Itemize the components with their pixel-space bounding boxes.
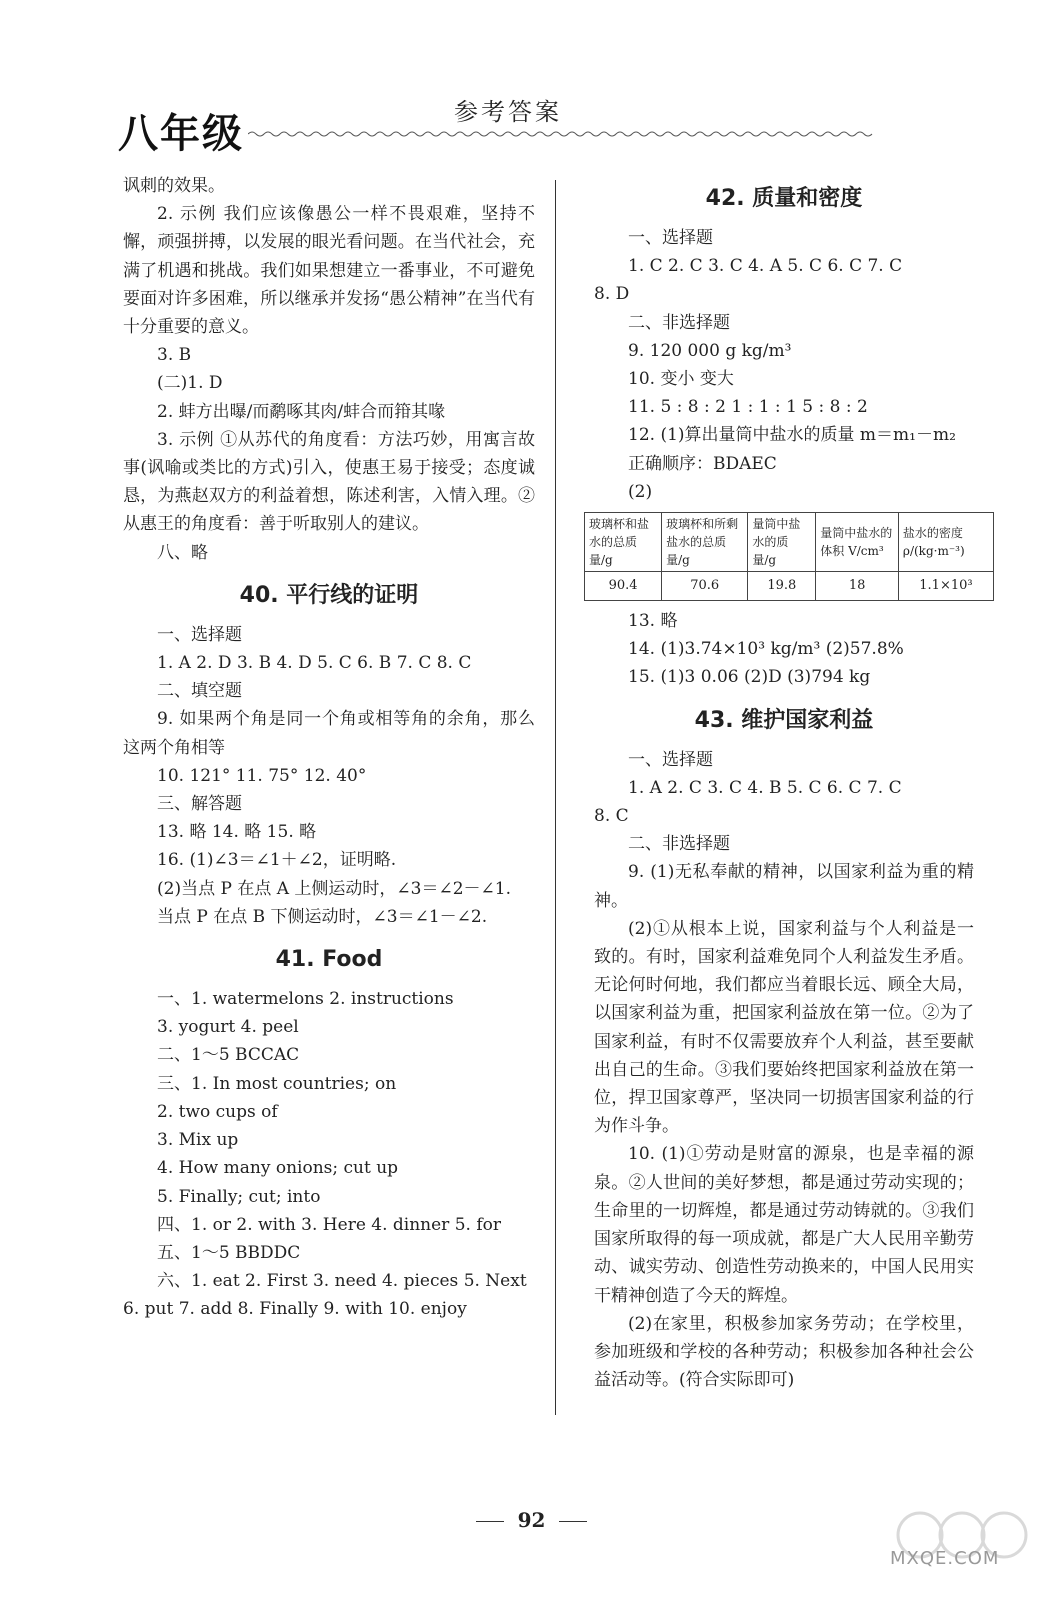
answer-line: 10. 121° 11. 75° 12. 40° (157, 765, 367, 786)
answer-line: 1. A 2. D 3. B 4. D 5. C 6. B 7. C 8. C (157, 653, 472, 674)
answer-line: 11. 5 : 8 : 2 1 : 1 : 1 5 : 8 : 2 (628, 397, 868, 418)
text-line: 讽刺的效果。 (123, 176, 225, 196)
answer-key-title: 参考答案 (448, 92, 568, 127)
right-column (589, 172, 974, 1394)
answer-line: 4. How many onions; cut up (157, 1158, 399, 1179)
answer-paragraph: (2)当点 P 在点 A 上侧运动时，∠3＝∠2－∠1. (157, 878, 511, 899)
answer-line: 2. two cups of (157, 1101, 278, 1122)
section-title-43: 43. 维护国家利益 (694, 707, 874, 733)
table-header-row (585, 513, 994, 572)
subsection-heading: 二、非选择题 (628, 834, 730, 855)
answer-line: 正确顺序：BDAEC (628, 453, 777, 474)
table-cell: 18 (816, 572, 899, 601)
answer-line: 一、1. watermelons 2. instructions (157, 989, 454, 1010)
answer-paragraph: 9. 如果两个角是同一个角或相等角的余角，那么这两个角相等 (123, 709, 535, 758)
density-table (584, 512, 994, 601)
table-row (585, 572, 994, 601)
footer-dash (476, 1521, 504, 1522)
answer-line: 3. yogurt 4. peel (157, 1017, 299, 1038)
grade-label: 八年级 (118, 111, 244, 157)
table-header-cell: 玻璃杯和所剩盐水的总质量/g (662, 513, 748, 572)
table-cell: 19.8 (748, 572, 816, 601)
answer-line: 八、略 (157, 542, 208, 563)
answer-line: 9. 120 000 g kg/m³ (628, 340, 792, 361)
answer-line: 13. 略 14. 略 15. 略 (157, 822, 317, 843)
table-cell: 1.1×10³ (898, 572, 993, 601)
answer-line: 12. (1)算出量筒中盐水的质量 m＝m₁－m₂ (628, 425, 956, 446)
page-number: 92 (517, 1508, 546, 1532)
answer-paragraph: (2)①从根本上说，国家利益与个人利益是一致的。有时，国家利益难免同个人利益发生矛盾。无论何时何地，我们都应当着眼长远、顾全大局，以国家利益为重，把国家利益放在第一位。②为了国家利益，有时不仅需要放弃个人利益，甚至要献出自己的生命。③我们要始终把国家利益放在第一位，捍卫国家尊严，坚决同一切损害国家利益的行为作斗争。 (594, 918, 974, 1137)
header-wave-line (248, 130, 878, 138)
answer-line: 二、1～5 BCCAC (157, 1045, 300, 1066)
answer-line: 14. (1)3.74×10³ kg/m³ (2)57.8% (628, 639, 904, 660)
section-title-41: 41. Food (275, 947, 383, 973)
table-cell: 70.6 (662, 572, 748, 601)
answer-line: (二)1. D (157, 373, 223, 394)
table-cell: 90.4 (585, 572, 662, 601)
subsection-heading: 三、解答题 (157, 794, 242, 815)
column-divider (555, 180, 556, 1415)
answer-paragraph: 9. (1)无私奉献的精神，以国家利益为重的精神。 (594, 862, 974, 911)
table-header-cell: 盐水的密度 ρ/(kg·m⁻³) (898, 513, 993, 572)
answer-paragraph: 10. (1)①劳动是财富的源泉，也是幸福的源泉。②人世间的美好梦想，都是通过劳动实现的；生命里的一切辉煌，都是通过劳动铸就的。③我们国家所取得的每一项成就，都是广大人民用辛勤劳动、诚实劳动、创造性劳动换来的，中国人民用实干精神创造了今天的辉煌。 (594, 1144, 974, 1306)
answer-paragraph: 2. 示例 我们应该像愚公一样不畏艰难，坚持不懈，顽强拼搏，以发展的眼光看问题。在当代社会，充满了机遇和挑战。我们如果想建立一番事业，不可避免要面对许多困难，所以继承并发扬“愚公精神”在当代有十分重要的意义。 (123, 204, 535, 338)
watermark-logo-icon (880, 1500, 1040, 1590)
answer-line: 10. 变小 变大 (628, 369, 734, 390)
footer-dash (559, 1521, 587, 1522)
subsection-heading: 一、选择题 (628, 228, 713, 248)
table-header-cell: 量筒中盐水的质量/g (748, 513, 816, 572)
watermark-text: MXQE.COM (890, 1548, 1000, 1569)
answer-line: 2. 蚌方出曝/而鹬啄其肉/蚌合而箝其喙 (157, 401, 446, 422)
answer-line: 四、1. or 2. with 3. Here 4. dinner 5. for (157, 1214, 501, 1235)
subsection-heading: 一、选择题 (157, 624, 242, 645)
answer-line: 3. Mix up (157, 1130, 239, 1151)
page-header (118, 92, 808, 157)
answer-line: 16. (1)∠3＝∠1＋∠2，证明略. (157, 850, 397, 871)
answer-paragraph: (2)在家里，积极参加家务劳动；在学校里，参加班级和学校的各种劳动；积极参加各种社会公益活动等。(符合实际即可) (594, 1313, 974, 1391)
answer-line: 五、1～5 BBDDC (157, 1242, 301, 1263)
left-column (123, 172, 535, 1324)
table-header-cell: 量筒中盐水的体积 V/cm³ (816, 513, 899, 572)
answer-line: 当点 P 在点 B 下侧运动时，∠3＝∠1－∠2. (157, 906, 488, 927)
table-header-cell: 玻璃杯和盐水的总质量/g (585, 513, 662, 572)
answer-line: 6. put 7. add 8. Finally 9. with 10. enjoy (123, 1299, 467, 1320)
section-title-40: 40. 平行线的证明 (239, 582, 419, 608)
answer-line: 六、1. eat 2. First 3. need 4. pieces 5. Next (157, 1271, 527, 1292)
answer-paragraph: 3. 示例 ①从苏代的角度看：方法巧妙，用寓言故事(讽喻或类比的方式)引入，使惠王易于接受；态度诚恳，为燕赵双方的利益着想，陈述利害，入情入理。②从惠王的角度看：善于听取别人的建议。 (123, 429, 535, 535)
subsection-heading: 二、填空题 (157, 681, 242, 702)
answer-line: 8. D (594, 284, 630, 305)
answer-line: 三、1. In most countries; on (157, 1073, 397, 1094)
subsection-heading: 一、选择题 (628, 749, 713, 770)
answer-line: (2) (628, 481, 653, 502)
section-title-42: 42. 质量和密度 (705, 186, 863, 211)
answer-line: 13. 略 (628, 611, 678, 632)
answer-line: 1. A 2. C 3. C 4. B 5. C 6. C 7. C (628, 777, 902, 798)
answer-line: 8. C (594, 806, 629, 827)
answer-line: 1. C 2. C 3. C 4. A 5. C 6. C 7. C (628, 256, 903, 277)
answer-line: 3. B (157, 345, 192, 366)
answer-line: 15. (1)3 0.06 (2)D (3)794 kg (628, 667, 871, 688)
subsection-heading: 二、非选择题 (628, 312, 730, 333)
answer-line: 5. Finally; cut; into (157, 1186, 321, 1207)
